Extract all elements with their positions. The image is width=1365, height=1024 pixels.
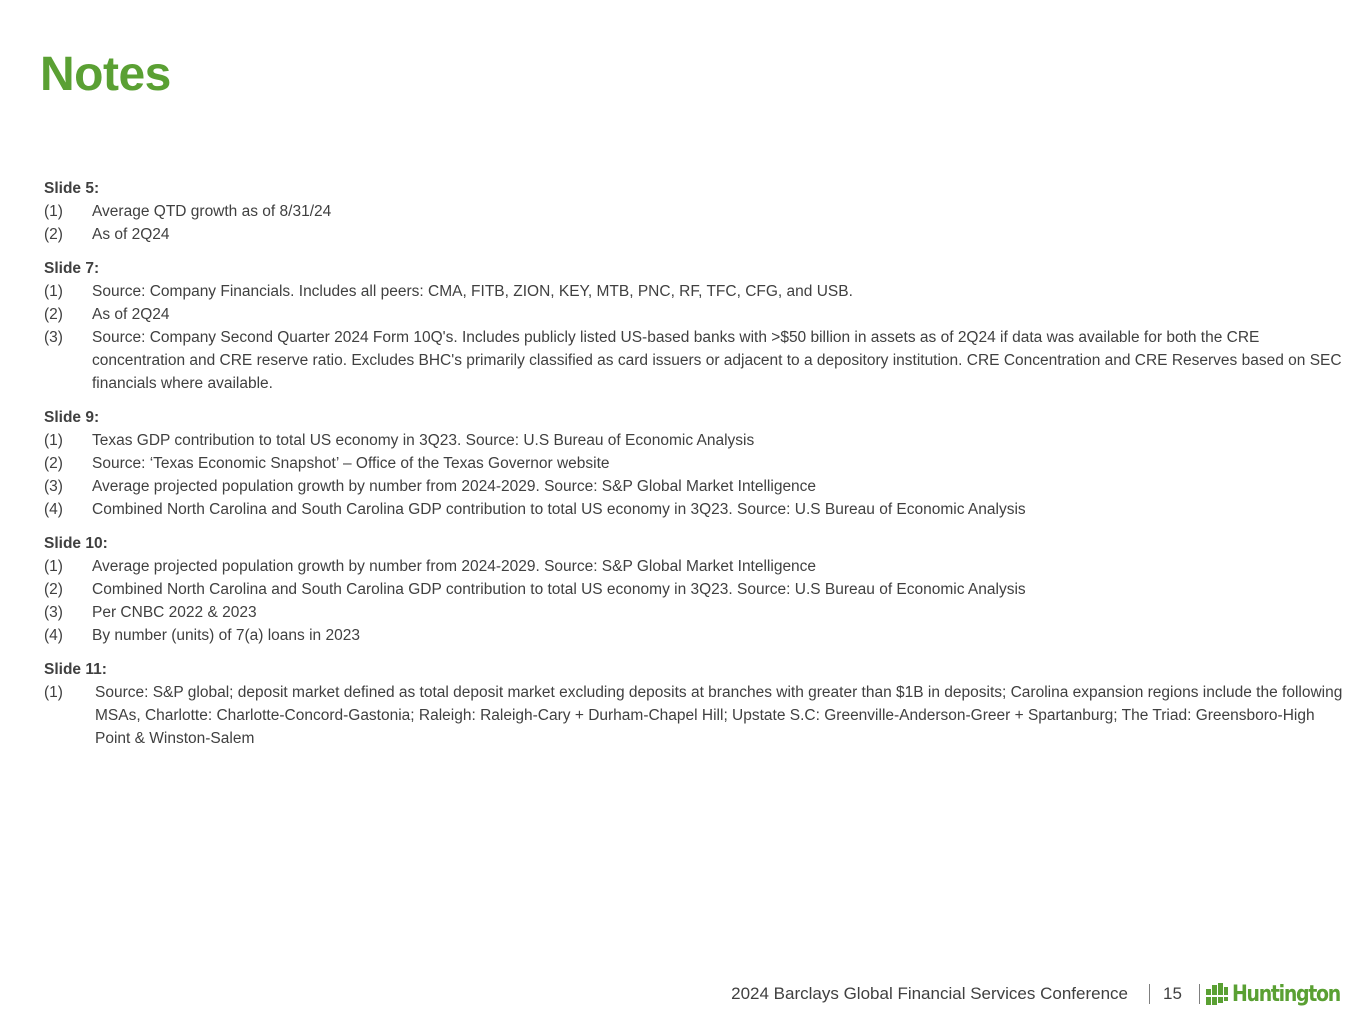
list-item [44, 303, 1344, 326]
section-title: Slide 5: [44, 180, 100, 197]
item-text: Source: Company Financials. Includes all peers: CMA, FITB, ZION, KEY, MTB, PNC, RF, TFC, CFG, and USB. [92, 283, 853, 300]
notes-section-slide-9 [44, 406, 1344, 521]
list-item [44, 578, 1344, 601]
item-text: By number (units) of 7(a) loans in 2023 [92, 627, 360, 644]
item-text: Average projected population growth by number from 2024-2029. Source: S&P Global Market Intelligence [92, 478, 817, 495]
item-text: Combined North Carolina and South Carolina GDP contribution to total US economy in 3Q23. Source: U.S Bureau of Economic Analysis [92, 501, 1026, 518]
list-item [44, 475, 1344, 498]
item-number: (1) [44, 203, 63, 220]
footer [0, 976, 1365, 1016]
item-number: (4) [44, 627, 63, 644]
list-item [44, 601, 1344, 624]
item-number: (2) [44, 455, 63, 472]
item-number: (4) [44, 501, 63, 518]
page-title: Notes [40, 48, 171, 101]
list-item [44, 498, 1344, 521]
section-title: Slide 11: [44, 661, 107, 678]
notes-section-slide-10 [44, 532, 1344, 647]
item-text: As of 2Q24 [92, 226, 170, 243]
list-item [44, 624, 1344, 647]
item-text: Per CNBC 2022 & 2023 [92, 604, 257, 621]
item-text: Source: ‘Texas Economic Snapshot’ – Office of the Texas Governor website [92, 455, 610, 472]
item-number: (1) [44, 432, 63, 449]
item-number: (3) [44, 478, 63, 495]
list-item [44, 223, 1344, 246]
item-number: (1) [44, 558, 63, 575]
list-item [44, 681, 1344, 750]
page-number: 15 [1163, 984, 1182, 1003]
conference-name: 2024 Barclays Global Financial Services Conference [731, 984, 1128, 1003]
item-number: (2) [44, 226, 63, 243]
footer-divider [1199, 984, 1200, 1004]
item-number: (3) [44, 604, 63, 621]
item-text: Average projected population growth by number from 2024-2029. Source: S&P Global Market Intelligence [92, 558, 817, 575]
item-number: (1) [44, 684, 63, 701]
item-number: (1) [44, 283, 63, 300]
huntington-logo [1206, 979, 1358, 1009]
footer-divider [1149, 984, 1150, 1004]
item-text: Source: S&P global; deposit market defined as total deposit market excluding deposits at branches with greater than $1B in deposits; Carolina expansion regions include the following MSAs, Charlotte: Charlotte-Concord-Gastonia; Raleigh: Raleigh-Cary + Durham-Chapel Hill; Upstate S.C: Greenville-Anderson-Greer + Spartanburg; The Triad: Greensboro-High Point & Winston-Salem [95, 684, 1343, 747]
notes-section-slide-7 [44, 257, 1344, 395]
list-item [44, 200, 1344, 223]
logo-wordmark: Huntington [1232, 981, 1340, 1007]
huntington-logo-icon [1206, 981, 1228, 1007]
item-text: Texas GDP contribution to total US economy in 3Q23. Source: U.S Bureau of Economic Analysis [92, 432, 755, 449]
list-item [44, 452, 1344, 475]
section-title: Slide 7: [44, 260, 100, 277]
section-title: Slide 10: [44, 535, 108, 552]
list-item [44, 555, 1344, 578]
section-title: Slide 9: [44, 409, 100, 426]
notes-list [44, 177, 1344, 761]
notes-section-slide-5 [44, 177, 1344, 246]
item-number: (2) [44, 306, 63, 323]
item-text: As of 2Q24 [92, 306, 170, 323]
list-item [44, 429, 1344, 452]
notes-section-slide-11 [44, 658, 1344, 750]
list-item [44, 280, 1344, 303]
item-text: Average QTD growth as of 8/31/24 [92, 203, 332, 220]
item-text: Combined North Carolina and South Carolina GDP contribution to total US economy in 3Q23. Source: U.S Bureau of Economic Analysis [92, 581, 1026, 598]
item-number: (2) [44, 581, 63, 598]
item-text: Source: Company Second Quarter 2024 Form 10Q's. Includes publicly listed US-based banks with >$50 billion in assets as of 2Q24 if data was available for both the CRE concentration and CRE reserve ratio. Excludes BHC's primarily classified as card issuers or adjacent to a depository institution. CRE Concentration and CRE Reserves based on SEC financials where available. [92, 329, 1342, 392]
item-number: (3) [44, 329, 63, 346]
list-item [44, 326, 1344, 395]
